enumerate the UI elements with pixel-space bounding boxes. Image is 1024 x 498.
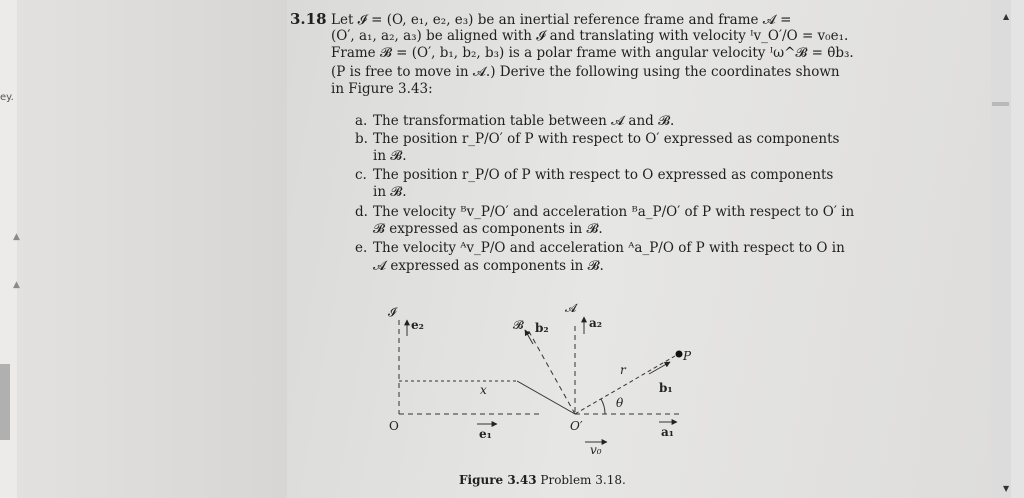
- figure-caption: [459, 473, 626, 487]
- label-b2: b₂: [535, 321, 549, 335]
- part-label-d: d.: [355, 204, 368, 220]
- intro-line: (O′, a₁, a₂, a₃) be aligned with 𝓘 and translating with velocity ᴵv_O′/O = v₀e₁.: [331, 28, 849, 44]
- b1-arrow: [649, 362, 670, 374]
- part-label-c: c.: [355, 167, 367, 183]
- scroll-up-icon[interactable]: ▲: [1003, 12, 1010, 21]
- part-d-line: The velocity ᴮv_P/O′ and acceleration ᴮa_P/O′ of P with respect to O′ in: [373, 204, 855, 220]
- part-b-line: in 𝓑.: [373, 148, 407, 164]
- part-c-line: in 𝓑.: [373, 184, 407, 200]
- part-d-line: 𝓑 expressed as components in 𝓑.: [373, 221, 603, 237]
- figure-caption-text: Problem 3.18.: [540, 473, 626, 487]
- label-frame-B: 𝓑: [513, 318, 524, 332]
- frame-B-b2-axis: [527, 328, 575, 414]
- intro-line: in Figure 3.43:: [331, 81, 433, 97]
- scrollbar-thumb[interactable]: [992, 102, 1009, 106]
- left-snippet-text: ey.: [0, 92, 14, 103]
- label-P: P: [683, 349, 692, 363]
- textbook-page: [287, 0, 991, 498]
- part-b-line: The position r_P/O′ of P with respect to O′ expressed as components: [373, 131, 840, 147]
- right-edge: [1011, 0, 1024, 498]
- label-x: x: [480, 383, 487, 397]
- part-label-e: e.: [355, 240, 368, 256]
- label-O-prime: O′: [570, 419, 583, 433]
- point-P: [676, 351, 683, 358]
- part-label-b: b.: [355, 131, 368, 147]
- part-c-line: The position r_P/O of P with respect to O expressed as components: [373, 167, 834, 183]
- left-arrow-up-icon-2[interactable]: ▲: [13, 280, 20, 290]
- part-e-line: 𝓐 expressed as components in 𝓑.: [373, 258, 604, 274]
- left-scrollbar-thumb[interactable]: [0, 364, 10, 440]
- intro-line: Frame 𝓑 = (O′, b₁, b₂, b₃) is a polar frame with angular velocity ᴵω^𝓑 = θ̇b₃.: [331, 45, 854, 61]
- label-theta: θ: [616, 396, 624, 410]
- label-a1: a₁: [661, 425, 675, 439]
- figure-caption-number: Figure 3.43: [459, 473, 537, 487]
- part-e-line: The velocity ᴬv_P/O and acceleration ᴬa_P/O of P with respect to O in: [373, 240, 845, 256]
- scrollbar-track[interactable]: [991, 0, 1011, 498]
- label-O: O: [389, 419, 399, 433]
- part-a-line: The transformation table between 𝓐 and 𝓑.: [373, 113, 675, 129]
- problem-number: 3.18: [290, 10, 327, 28]
- scroll-down-icon[interactable]: ▼: [1003, 484, 1010, 493]
- label-r: r: [620, 363, 626, 377]
- left-arrow-up-icon[interactable]: ▲: [13, 232, 20, 242]
- left-document-panel: [0, 0, 287, 498]
- figure-3-43: [287, 290, 991, 468]
- label-e2: e₂: [411, 318, 424, 332]
- label-frame-A: 𝓐: [565, 301, 577, 315]
- label-v0: v₀: [590, 443, 602, 457]
- part-label-a: a.: [355, 113, 368, 129]
- label-e1: e₁: [479, 427, 492, 441]
- intro-line: (P is free to move in 𝓐.) Derive the following using the coordinates shown: [331, 64, 840, 80]
- label-a2: a₂: [589, 316, 603, 330]
- intro-line: Let 𝓘 = (O, e₁, e₂, e₃) be an inertial reference frame and frame 𝓐 =: [331, 12, 792, 28]
- theta-arc: [601, 399, 605, 414]
- label-frame-I: 𝓘: [388, 305, 397, 319]
- label-b1: b₁: [659, 381, 673, 395]
